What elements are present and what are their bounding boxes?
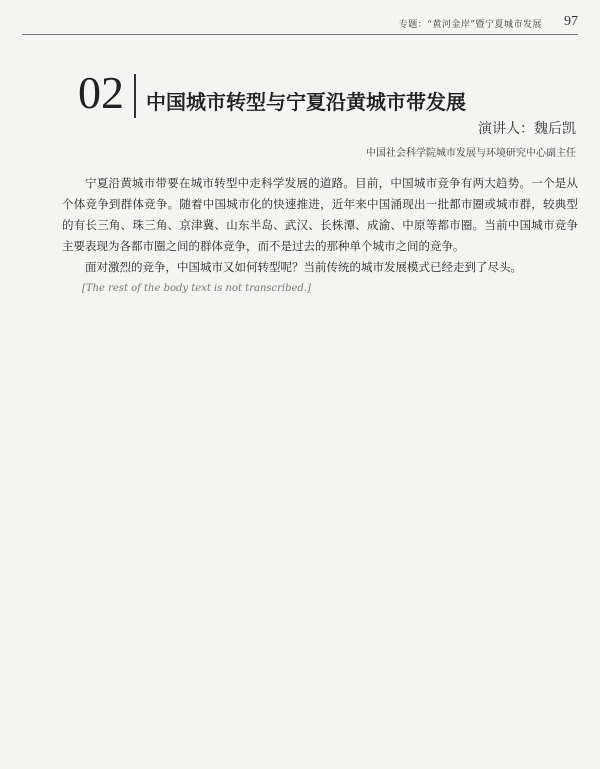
title-divider bbox=[134, 74, 136, 118]
paragraph: 宁夏沿黄城市带要在城市转型中走科学发展的道路。目前，中国城市竞争有两大趋势。一个是从个体竞争到群体竞争。随着中国城市化的快速推进，近年来中国涌现出一批都市圈或城市群，较典型的有长三角、珠三角、京津冀、山东半岛、武汉、长株潭、成渝、中原等都市圈。当前中国城市竞争主要表现为各都市圈之间的群体竞争，而不是过去的那种单个城市之间的竞争。 bbox=[62, 176, 578, 253]
running-title: 专题：“黄河金岸”暨宁夏城市发展 bbox=[398, 20, 542, 30]
paragraph: 面对激烈的竞争，中国城市又如何转型呢？当前传统的城市发展模式已经走到了尽头。 bbox=[85, 260, 522, 274]
speaker-affiliation: 中国社会科学院城市发展与环境研究中心副主任 bbox=[366, 148, 576, 159]
section-number: 02 bbox=[78, 67, 124, 118]
article-body bbox=[62, 173, 578, 299]
header-rule bbox=[22, 34, 578, 35]
speaker-name: 演讲人：魏后凯 bbox=[478, 121, 576, 137]
page-header bbox=[0, 14, 600, 30]
page-number: 97 bbox=[564, 14, 578, 29]
speaker-info bbox=[366, 118, 576, 159]
section-title: 中国城市转型与宁夏沿黄城市带发展 bbox=[146, 90, 466, 114]
untranscribed-note: [The rest of the body text is not transcribed.] bbox=[82, 283, 311, 294]
